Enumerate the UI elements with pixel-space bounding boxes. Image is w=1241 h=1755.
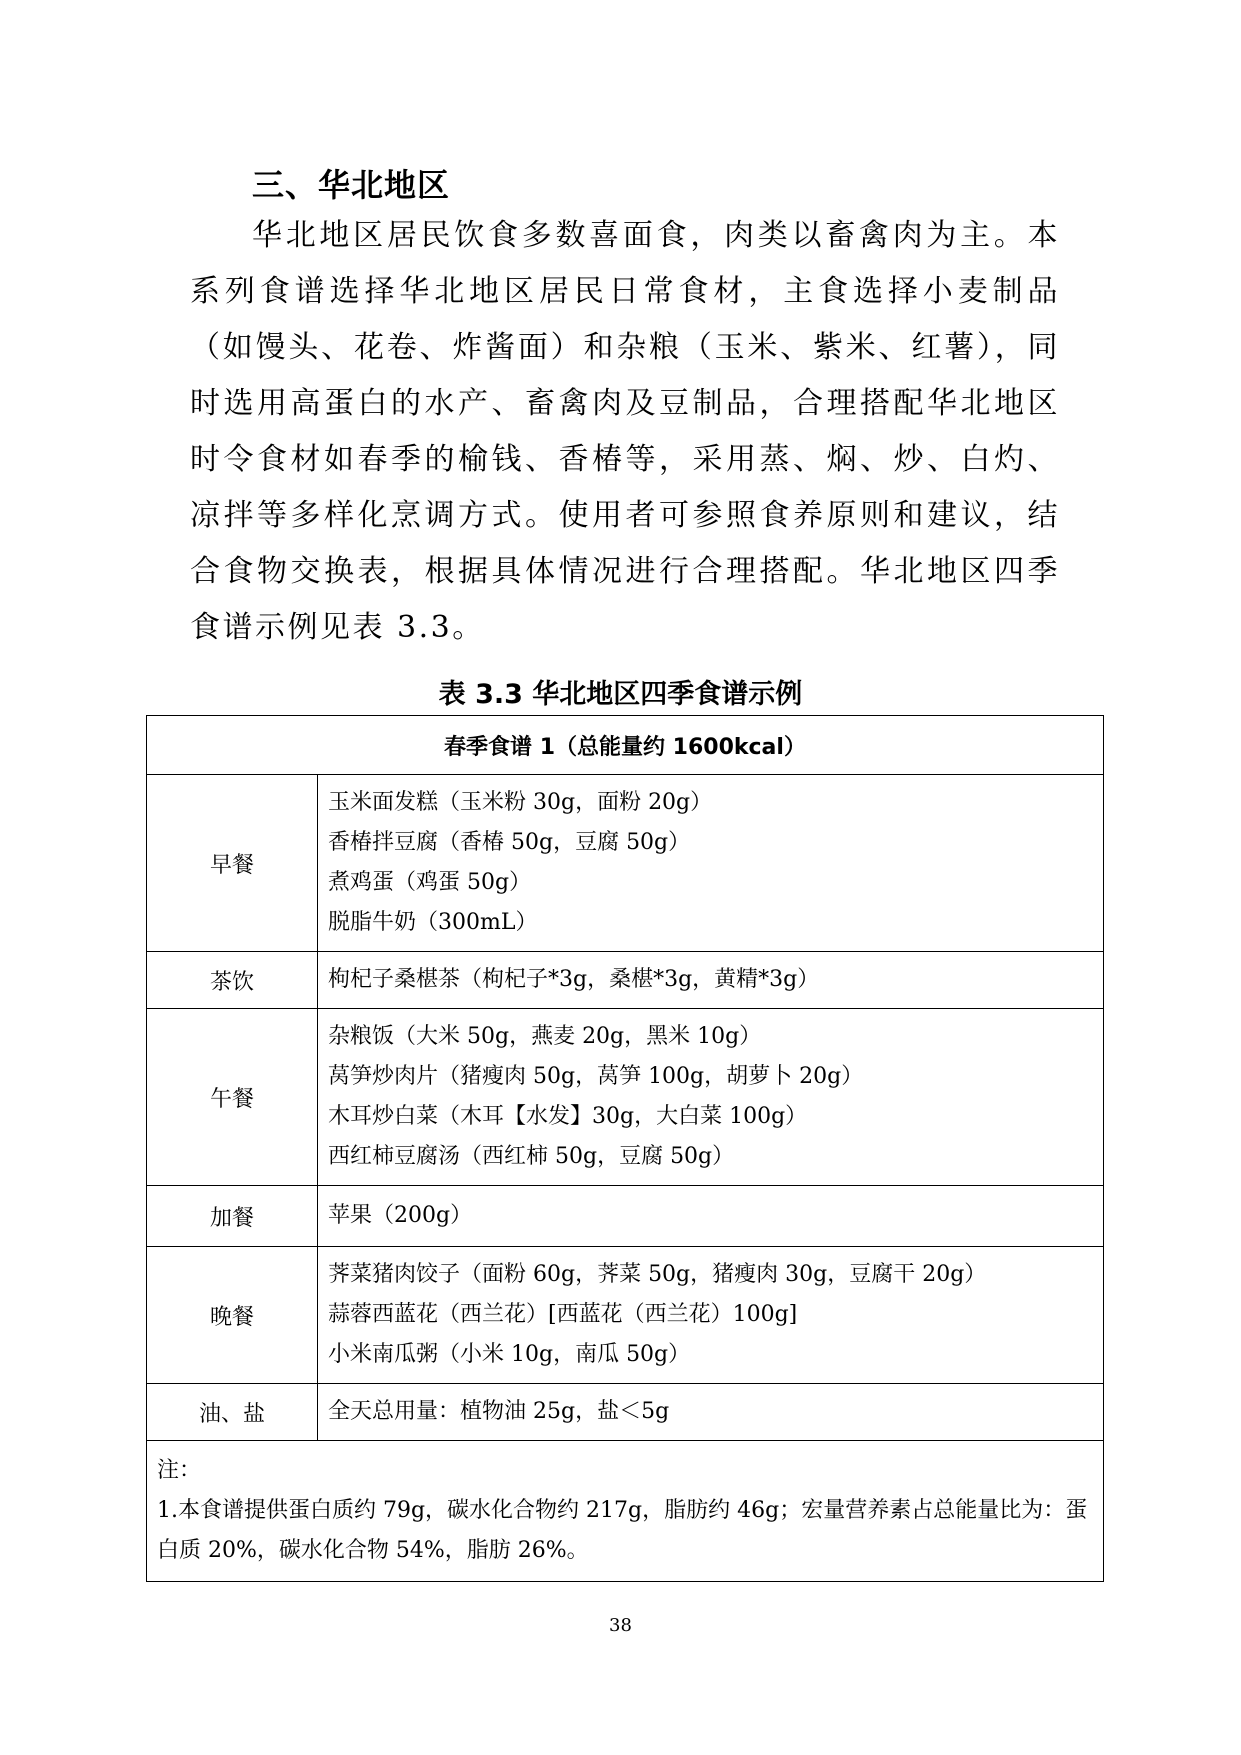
dish-item: 西红柿豆腐汤（西红柿 50g，豆腐 50g） (328, 1144, 735, 1169)
dish-item: 香椿拌豆腐（香椿 50g，豆腐 50g） (328, 830, 691, 855)
dish-item: 苹果（200g） (328, 1203, 473, 1228)
dish-item: 脱脂牛奶（300mL） (328, 910, 538, 935)
meal-label: 茶饮 (147, 952, 318, 1009)
meal-label: 油、盐 (147, 1384, 318, 1441)
meal-label: 晚餐 (147, 1247, 318, 1384)
table-row (147, 1247, 1104, 1384)
note-text: 1.本食谱提供蛋白质约 79g，碳水化合物约 217g，脂肪约 46g；宏量营养素占总能量比为：蛋白质 20%，碳水化合物 54%，脂肪 26%。 (157, 1498, 1088, 1563)
meal-items (318, 1009, 1104, 1186)
table-row (147, 775, 1104, 952)
meal-items (318, 952, 1104, 1009)
dish-item: 煮鸡蛋（鸡蛋 50g） (328, 870, 532, 895)
meal-label: 加餐 (147, 1186, 318, 1247)
menu-table (146, 715, 1104, 1582)
table-row (147, 1384, 1104, 1441)
dish-item: 荠菜猪肉饺子（面粉 60g，荠菜 50g，猪瘦肉 30g，豆腐干 20g） (328, 1262, 987, 1287)
dish-item: 杂粮饭（大米 50g，燕麦 20g，黑米 10g） (328, 1024, 762, 1049)
table-row (147, 1009, 1104, 1186)
dish-item: 蒜蓉西蓝花（西兰花）[西蓝花（西兰花）100g] (328, 1302, 798, 1327)
table-row (147, 952, 1104, 1009)
table-row (147, 1186, 1104, 1247)
meal-items (318, 1384, 1104, 1441)
dish-item: 枸杞子桑椹茶（枸杞子*3g，桑椹*3g，黄精*3g） (328, 967, 820, 992)
meal-label: 早餐 (147, 775, 318, 952)
dish-item: 小米南瓜粥（小米 10g，南瓜 50g） (328, 1342, 691, 1367)
table-caption: 表 3.3 华北地区四季食谱示例 (438, 679, 803, 710)
intro-paragraph: 华北地区居民饮食多数喜面食，肉类以畜禽肉为主。本系列食谱选择华北地区居民日常食材，主食选择小麦制品（如馒头、花卷、炸酱面）和杂粮（玉米、紫米、红薯），同时选用高蛋白的水产、畜禽肉及豆制品，合理搭配华北地区时令食材如春季的榆钱、香椿等，采用蒸、焖、炒、白灼、凉拌等多样化烹调方式。使用者可参照食养原则和建议，结合食物交换表，根据具体情况进行合理搭配。华北地区四季食谱示例见表 3.3。 (190, 218, 1060, 645)
page-number: 38 (609, 1615, 632, 1636)
dish-item: 木耳炒白菜（木耳【水发】30g，大白菜 100g） (328, 1104, 808, 1129)
table-note (147, 1441, 1104, 1582)
meal-label: 午餐 (147, 1009, 318, 1186)
dish-item: 全天总用量：植物油 25g，盐＜5g (328, 1399, 670, 1424)
meal-items (318, 1186, 1104, 1247)
table-title: 春季食谱 1（总能量约 1600kcal） (147, 716, 1104, 775)
dish-item: 玉米面发糕（玉米粉 30g，面粉 20g） (328, 790, 713, 815)
section-heading: 三、华北地区 (252, 166, 451, 204)
meal-items (318, 775, 1104, 952)
dish-item: 莴笋炒肉片（猪瘦肉 50g，莴笋 100g，胡萝卜 20g） (328, 1064, 864, 1089)
meal-items (318, 1247, 1104, 1384)
note-label: 注： (157, 1458, 202, 1483)
